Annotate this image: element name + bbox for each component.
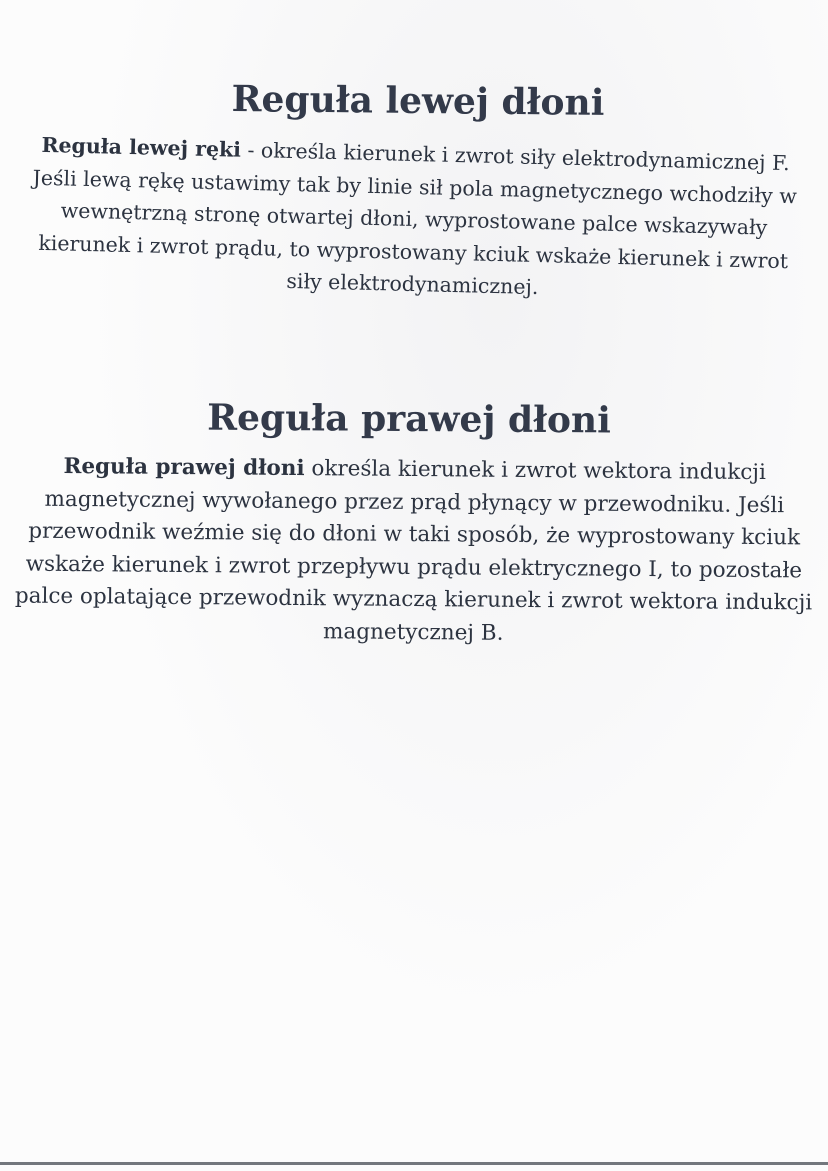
- right-hand-rule-body: określa kierunek i zwrot wektora indukcji magnetycznej wywołanego przez prąd płynący w przewodniku. Jeśli przewodnik weźmie się do dłoni w taki sposób, że wyprostowany kciuk wskaże kierunek i zwrot przepływu prądu elektrycznego I, to pozostałe palce oplatające przewodnik wyznaczą kierunek i zwrot wektora indukcji magnetycznej B.: [14, 455, 813, 645]
- left-hand-rule-heading: Reguła lewej dłoni: [231, 78, 605, 124]
- left-hand-rule-paragraph: [27, 128, 801, 309]
- left-hand-rule-section: [0, 78, 828, 300]
- right-hand-rule-heading: Reguła prawej dłoni: [207, 396, 611, 442]
- right-hand-rule-section: [0, 396, 828, 649]
- left-hand-rule-body: - określa kierunek i zwrot siły elektrodynamicznej F. Jeśli lewą rękę ustawimy tak by linie sił pola magnetycznego wchodziły w wewnętrzną stronę otwartej dłoni, wyprostowane palce wskazywały kierunek i zwrot prądu, to wyprostowany kciuk wskaże kierunek i zwrot siły elektrodynamicznej.: [32, 137, 798, 299]
- right-hand-rule-lead: Reguła prawej dłoni: [63, 453, 305, 481]
- scan-bottom-edge: [0, 1162, 828, 1165]
- right-hand-rule-paragraph: [13, 450, 815, 652]
- left-hand-rule-lead: Reguła lewej ręki: [41, 132, 242, 162]
